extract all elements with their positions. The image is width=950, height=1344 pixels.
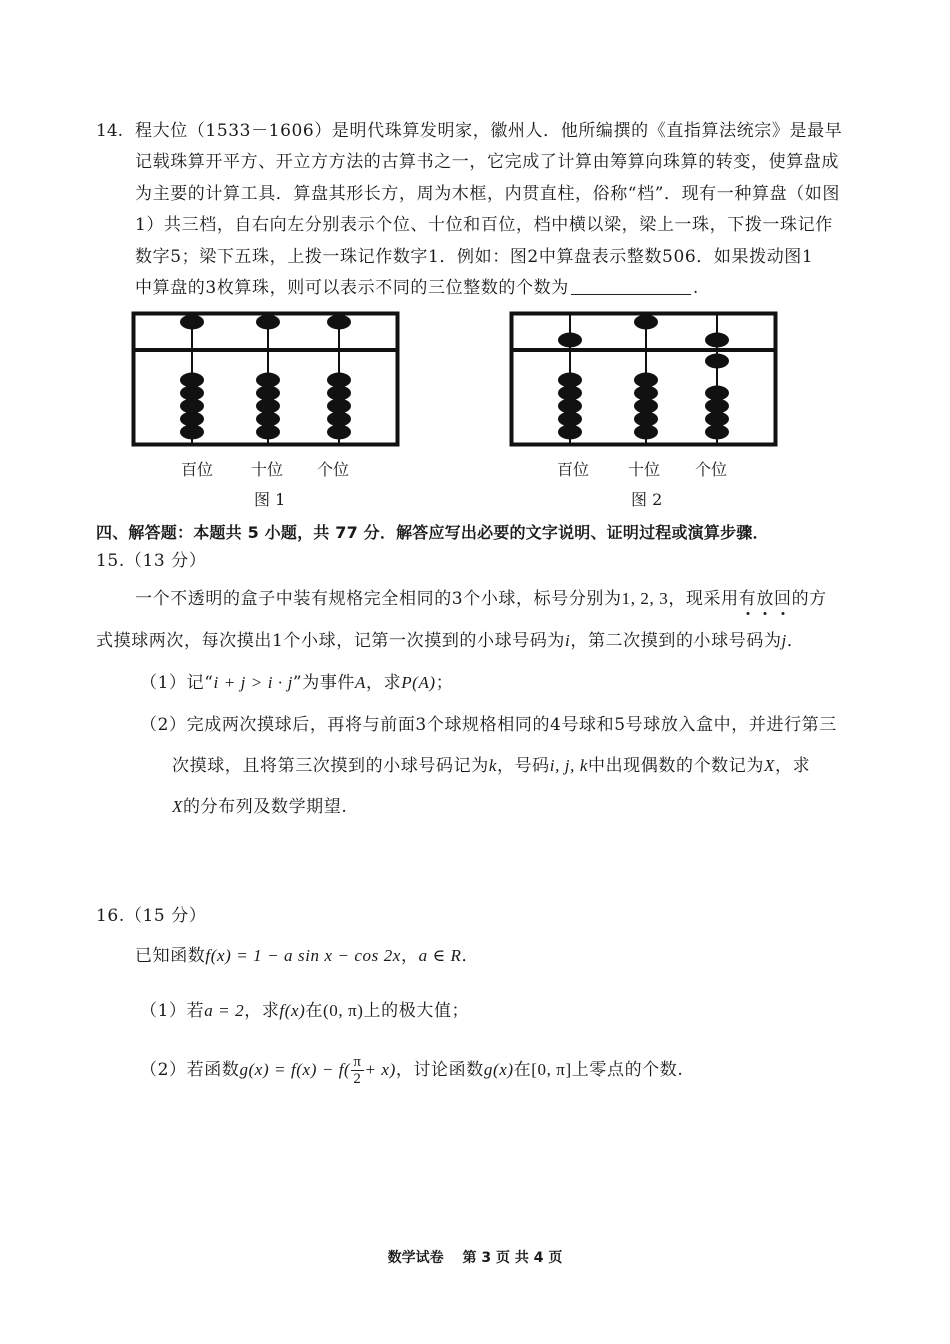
q16-interval-open: (0, π) bbox=[323, 1001, 364, 1020]
abacus2-lower-bead-hundreds bbox=[558, 386, 582, 401]
q15-sub2-text-3: 的分布列及数学期望. bbox=[182, 797, 348, 817]
q16-g-tail: + x) bbox=[364, 1060, 396, 1079]
abacus2-lower-bead-tens bbox=[634, 399, 658, 414]
abacus1-lower-bead-tens bbox=[256, 373, 280, 388]
q15-p1c: 的方 bbox=[791, 589, 827, 609]
q15-sub1a: 记“ bbox=[186, 673, 214, 693]
q15-emphasis-char-1: 有 bbox=[738, 589, 757, 609]
q14-line-6-text: 中算盘的3枚算珠，则可以表示不同的三位整数的个数为 bbox=[135, 278, 569, 298]
page-footer: 数学试卷 第 3 页 共 4 页 bbox=[387, 1250, 563, 1266]
q15-sub1d: ； bbox=[435, 673, 454, 693]
q16-intro-b: ， bbox=[400, 946, 419, 966]
fig1-label-ones: 个位 bbox=[317, 460, 350, 479]
q15-ball-labels: 1, 2, 3 bbox=[621, 589, 669, 608]
q16-sub1 bbox=[140, 1000, 469, 1022]
q16-number: 16. bbox=[96, 906, 125, 926]
q15-number: 15. bbox=[96, 551, 125, 571]
q15-emphasis-char-2: 放 bbox=[756, 589, 774, 609]
abacus2-lower-bead-hundreds bbox=[558, 399, 582, 414]
abacus2-lower-bead-ones bbox=[705, 399, 729, 414]
q14-line-5: 数字5；梁下五珠，上拨一珠记作数字1．例如：图2中算盘表示整数506．如果拨动图1 bbox=[135, 247, 814, 267]
abacus2-lower-bead-ones bbox=[705, 386, 729, 401]
q15-p2c: ． bbox=[786, 631, 805, 651]
abacus2-lower-bead-tens bbox=[634, 373, 658, 388]
abacus2-beads bbox=[558, 315, 729, 440]
abacus1-lower-bead-ones bbox=[327, 399, 351, 414]
q16-sub2b: ，讨论函数 bbox=[395, 1060, 484, 1080]
q15-sub2-2a: 次摸球，且将第三次摸到的小球号码记为 bbox=[172, 756, 489, 776]
q16-sub1-label: （1） bbox=[140, 1001, 187, 1021]
abacus1-upper-bead-ones bbox=[327, 315, 351, 330]
abacus-figure-2 bbox=[508, 310, 780, 448]
fig1-caption: 图 1 bbox=[254, 490, 286, 509]
abacus2-lower-bead-ones bbox=[705, 425, 729, 440]
abacus2-lower-bead-tens bbox=[634, 386, 658, 401]
q14-line-6 bbox=[135, 277, 699, 299]
abacus1-lower-bead-hundreds bbox=[180, 399, 204, 414]
abacus2-lower-bead-hundreds bbox=[558, 425, 582, 440]
q15-probability: P(A) bbox=[401, 673, 436, 692]
q14-line-4: 1）共三档，自右向左分别表示个位、十位和百位，档中横以梁，梁上一珠，下拨一珠记作 bbox=[135, 215, 833, 235]
fig2-label-ones: 个位 bbox=[695, 460, 728, 479]
abacus2-upper-bead-ones bbox=[705, 333, 729, 348]
fig2-label-hundreds: 百位 bbox=[557, 460, 590, 479]
q14-line-2: 记载珠算开平方、开立方方法的古算书之一，它完成了计算由筹算向珠算的转变，使算盘成 bbox=[135, 152, 839, 172]
q15-event-A: A bbox=[355, 673, 366, 692]
q16-sub2d: 上零点的个数. bbox=[571, 1060, 684, 1080]
abacus-figure-1 bbox=[130, 310, 402, 448]
abacus2-lower-bead-ones bbox=[705, 354, 729, 369]
q15-p2b: ，第二次摸到的小球号码为 bbox=[570, 631, 782, 651]
abacus1-upper-bead-hundreds bbox=[180, 315, 204, 330]
q16-interval-closed: [0, π] bbox=[531, 1060, 572, 1079]
abacus1-lower-bead-ones bbox=[327, 425, 351, 440]
q16-sub1a: 若 bbox=[186, 1001, 205, 1021]
q15-var-X-2: X bbox=[172, 797, 183, 816]
abacus1-lower-bead-tens bbox=[256, 412, 280, 427]
q14-line-3: 为主要的计算工具．算盘其形长方，周为木框，内贯直柱，俗称“档”．现有一种算盘（如图 bbox=[135, 184, 840, 204]
q15-p1a: 一个不透明的盒子中装有规格完全相同的3个小球，标号分别为 bbox=[135, 589, 622, 609]
fig1-label-tens: 十位 bbox=[251, 460, 284, 479]
q15-var-j: j bbox=[781, 631, 787, 650]
q15-vars-ijk: i, j, k bbox=[549, 756, 588, 775]
q15-sub1-label: （1） bbox=[140, 673, 187, 693]
abacus2-lower-bead-hundreds bbox=[558, 412, 582, 427]
abacus1-lower-bead-tens bbox=[256, 425, 280, 440]
q15-paragraph-line-1 bbox=[135, 588, 827, 610]
q15-sub1 bbox=[140, 672, 453, 694]
q15-sub2-2b: ，号码 bbox=[496, 756, 550, 776]
q14-line-6-end: . bbox=[692, 278, 699, 298]
q15-sub2-label: （2） bbox=[140, 715, 187, 735]
q15-sub2-text-1: 完成两次摸球后，再将与前面3个球规格相同的4号球和5号球放入盒中，并进行第三 bbox=[186, 715, 837, 735]
section-4-title: 四、解答题：本题共 5 小题，共 77 分．解答应写出必要的文字说明、证明过程或演算步骤． bbox=[96, 523, 769, 542]
q16-score: （15 分） bbox=[124, 906, 207, 926]
q16-g: g(x) bbox=[483, 1060, 514, 1079]
q15-var-k: k bbox=[488, 756, 497, 775]
q16-condition: a = 2 bbox=[204, 1001, 245, 1020]
q15-var-i: i bbox=[565, 631, 571, 650]
q15-sub1-expression: i + j > i · j bbox=[213, 673, 293, 692]
q15-header bbox=[96, 550, 206, 572]
q16-sub2-label: （2） bbox=[140, 1060, 187, 1080]
abacus1-lower-bead-hundreds bbox=[180, 425, 204, 440]
q15-sub2-line-3 bbox=[172, 796, 347, 818]
q16-sub2a: 若函数 bbox=[186, 1060, 240, 1080]
q16-header bbox=[96, 905, 206, 927]
abacus2-lower-bead-ones bbox=[705, 412, 729, 427]
q15-var-X: X bbox=[763, 756, 775, 775]
abacus1-lower-bead-ones bbox=[327, 412, 351, 427]
q16-sub2c: 在 bbox=[513, 1060, 532, 1080]
q16-intro-a: 已知函数 bbox=[135, 946, 206, 966]
q15-p1b: ，现采用 bbox=[668, 589, 739, 609]
q15-sub2-2d: ，求 bbox=[774, 756, 811, 776]
q14-number: 14. bbox=[96, 121, 124, 141]
fig2-caption: 图 2 bbox=[631, 490, 663, 509]
fraction-numerator: π bbox=[353, 1054, 362, 1070]
abacus1-lower-bead-tens bbox=[256, 386, 280, 401]
q16-sub2 bbox=[140, 1053, 683, 1087]
q16-sub1b: ，求 bbox=[244, 1001, 280, 1021]
q16-f: f(x) bbox=[279, 1001, 306, 1020]
abacus2-upper-bead-hundreds bbox=[558, 333, 582, 348]
q15-sub1c: ，求 bbox=[366, 673, 402, 693]
abacus1-lower-bead-hundreds bbox=[180, 412, 204, 427]
abacus1-lower-bead-hundreds bbox=[180, 373, 204, 388]
abacus1-lower-bead-ones bbox=[327, 373, 351, 388]
pi-over-two-fraction bbox=[351, 1054, 363, 1087]
q15-sub2-2c: 中出现偶数的个数记为 bbox=[587, 756, 764, 776]
q15-sub2-line-1 bbox=[140, 714, 837, 736]
q16-intro bbox=[135, 945, 479, 967]
abacus2-lower-bead-hundreds bbox=[558, 373, 582, 388]
fraction-denominator: 2 bbox=[353, 1071, 362, 1087]
abacus1-lower-bead-ones bbox=[327, 386, 351, 401]
q16-sub1c: 在 bbox=[305, 1001, 324, 1021]
fig2-label-tens: 十位 bbox=[628, 460, 661, 479]
abacus1-upper-bead-tens bbox=[256, 315, 280, 330]
q15-paragraph-line-2 bbox=[96, 630, 804, 652]
q16-g-definition: g(x) = f(x) − f( bbox=[239, 1060, 351, 1079]
abacus1-beads bbox=[180, 315, 351, 440]
q15-emphasis-char-3: 回 bbox=[773, 589, 792, 609]
q15-p2a: 式摸球两次，每次摸出1个小球，记第一次摸到的小球号码为 bbox=[96, 631, 566, 651]
abacus2-upper-bead-tens bbox=[634, 315, 658, 330]
q15-score: （13 分） bbox=[124, 551, 207, 571]
abacus1-lower-bead-tens bbox=[256, 399, 280, 414]
abacus2-lower-bead-tens bbox=[634, 412, 658, 427]
q16-intro-c: ． bbox=[461, 946, 480, 966]
abacus1-lower-bead-hundreds bbox=[180, 386, 204, 401]
q16-domain: a ∈ R bbox=[418, 946, 462, 965]
q15-sub1b: ”为事件 bbox=[292, 673, 356, 693]
q16-sub1d: 上的极大值； bbox=[363, 1001, 470, 1021]
abacus2-lower-bead-tens bbox=[634, 425, 658, 440]
q16-function: f(x) = 1 − a sin x − cos 2x bbox=[205, 946, 401, 965]
q14-line-1: 程大位（1533－1606）是明代珠算发明家，徽州人．他所编撰的《直指算法统宗》是最早 bbox=[135, 121, 843, 141]
q15-sub2-line-2 bbox=[172, 755, 810, 777]
answer-blank[interactable] bbox=[571, 278, 691, 295]
fig1-label-hundreds: 百位 bbox=[181, 460, 214, 479]
